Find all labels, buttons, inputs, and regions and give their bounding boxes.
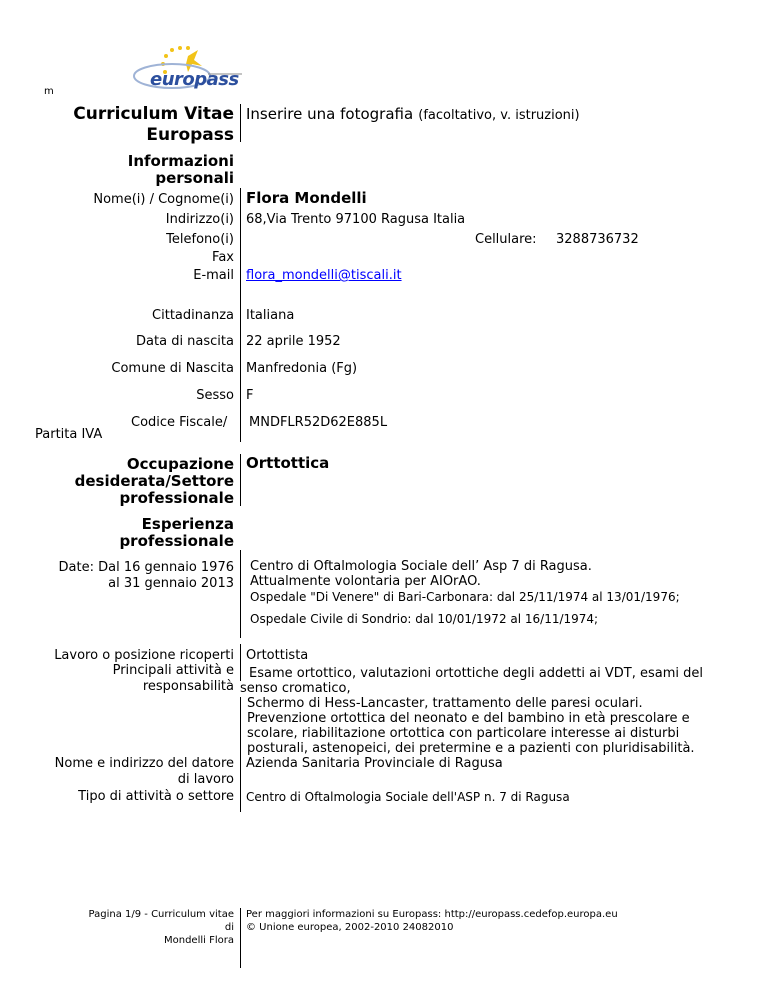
mobile-label: Cellulare: bbox=[475, 232, 537, 247]
occupation-divider bbox=[240, 454, 241, 506]
footer-left bbox=[89, 908, 234, 947]
name-value: Flora Mondelli bbox=[246, 189, 367, 207]
cv-title bbox=[73, 104, 234, 146]
sector-label: Tipo di attività o settore bbox=[78, 789, 234, 804]
experience-place-3: Ospedale "Di Venere" di Bari-Carbonara: dal 25/11/1974 al 13/01/1976; bbox=[250, 590, 680, 604]
section-heading-personal bbox=[128, 153, 234, 187]
address-label: Indirizzo(i) bbox=[165, 212, 234, 227]
birthplace-label: Comune di Nascita bbox=[111, 361, 234, 376]
section-heading-experience bbox=[119, 516, 234, 550]
birthdate-value: 22 aprile 1952 bbox=[246, 334, 341, 349]
occupation-heading-line2: desiderata/Settore bbox=[74, 472, 234, 490]
mobile-value: 3288736732 bbox=[556, 232, 639, 247]
footer-author: Mondelli Flora bbox=[164, 935, 234, 946]
occupation-heading-line3: professionale bbox=[119, 489, 234, 507]
activities-label bbox=[113, 663, 234, 695]
section-heading-occupation bbox=[75, 456, 234, 507]
activities-line-6: posturali, astenopeici, dei pretermine e a pazienti con pluridisabilità. bbox=[247, 741, 695, 756]
email-label: E-mail bbox=[193, 268, 234, 283]
cv-title-line2: Europass bbox=[146, 125, 234, 145]
activities-line-4: Prevenzione ortottica del neonato e del bambino in età prescolare e bbox=[247, 711, 690, 726]
email-link[interactable]: flora_mondelli@tiscali.it bbox=[246, 268, 402, 283]
europass-logo-text: europass bbox=[150, 69, 239, 90]
cv-title-line1: Curriculum Vitae bbox=[73, 104, 234, 124]
occupation-value: Orttottica bbox=[246, 454, 330, 472]
experience-heading-line1: Esperienza bbox=[141, 515, 234, 533]
sex-label: Sesso bbox=[196, 388, 234, 403]
position-label: Lavoro o posizione ricoperti bbox=[54, 648, 234, 663]
employer-value: Azienda Sanitaria Provinciale di Ragusa bbox=[246, 756, 503, 771]
phone-label: Telefono(i) bbox=[166, 232, 234, 247]
logo-mark: m bbox=[44, 86, 54, 97]
footer-page-info: Pagina 1/9 - Curriculum vitae bbox=[88, 909, 234, 920]
fiscal-label-line1: Codice Fiscale/ bbox=[131, 415, 228, 430]
title-divider bbox=[240, 104, 241, 142]
occupation-heading-line1: Occupazione bbox=[126, 455, 234, 473]
birthplace-value: Manfredonia (Fg) bbox=[246, 361, 358, 376]
experience-heading-line2: professionale bbox=[119, 532, 234, 550]
dates-divider bbox=[240, 550, 241, 638]
footer-divider bbox=[240, 908, 241, 968]
experience-place-4: Ospedale Civile di Sondrio: dal 10/01/1972 al 16/11/1974; bbox=[250, 612, 599, 626]
experience-dates-label bbox=[59, 560, 234, 592]
position-value: Ortottista bbox=[246, 648, 309, 663]
photo-note-sub: (facoltativo, v. istruzioni) bbox=[418, 108, 580, 123]
fiscal-value: MNDFLR52D62E885L bbox=[249, 415, 388, 430]
fiscal-label-line2: Partita IVA bbox=[35, 427, 103, 442]
activities-label-line1: Principali attività e bbox=[112, 663, 234, 678]
address-value: 68,Via Trento 97100 Ragusa Italia bbox=[246, 212, 466, 227]
activities-line-1: Esame ortottico, valutazioni ortottiche degli addetti ai VDT, esami del bbox=[249, 666, 703, 681]
activities-line-3: Schermo di Hess-Lancaster, trattamento delle paresi oculari. bbox=[247, 696, 643, 711]
experience-place-2: Attualmente volontaria per AIOrAO. bbox=[250, 574, 481, 589]
footer-info-link: Per maggiori informazioni su Europass: http://europass.cedefop.europa.eu bbox=[246, 909, 618, 920]
experience-place-1: Centro di Oftalmologia Sociale dell’ Asp 7 di Ragusa. bbox=[250, 559, 592, 574]
personal-heading-line2: personali bbox=[155, 169, 234, 187]
photo-placeholder bbox=[246, 104, 580, 123]
footer-di: di bbox=[224, 922, 234, 933]
birthdate-label: Data di nascita bbox=[136, 334, 234, 349]
main-divider bbox=[240, 188, 241, 442]
detail-divider bbox=[240, 644, 241, 812]
personal-heading-line1: Informazioni bbox=[127, 152, 234, 170]
sex-value: F bbox=[246, 388, 254, 403]
activities-label-line2: responsabilità bbox=[142, 679, 234, 694]
citizenship-label: Cittadinanza bbox=[152, 308, 234, 323]
employer-label bbox=[55, 756, 234, 788]
citizenship-value: Italiana bbox=[246, 308, 295, 323]
activities-line-2: senso cromatico, bbox=[240, 681, 351, 696]
name-label: Nome(i) / Cognome(i) bbox=[93, 192, 234, 207]
photo-note-main: Inserire una fotografia bbox=[246, 105, 414, 123]
dates-label-line2: al 31 gennaio 2013 bbox=[108, 576, 234, 591]
fax-label: Fax bbox=[212, 250, 234, 265]
dates-label-line1: Date: Dal 16 gennaio 1976 bbox=[58, 560, 234, 575]
footer-copyright: © Unione europea, 2002-2010 24082010 bbox=[246, 922, 454, 933]
europass-logo bbox=[128, 42, 244, 94]
activities-line-5: scolare, riabilitazione ortottica con particolare interesse ai disturbi bbox=[247, 726, 680, 741]
employer-label-line2: di lavoro bbox=[177, 772, 234, 787]
employer-label-line1: Nome e indirizzo del datore bbox=[54, 756, 234, 771]
sector-value: Centro di Oftalmologia Sociale dell'ASP n. 7 di Ragusa bbox=[246, 790, 570, 804]
footer-right bbox=[246, 908, 618, 934]
